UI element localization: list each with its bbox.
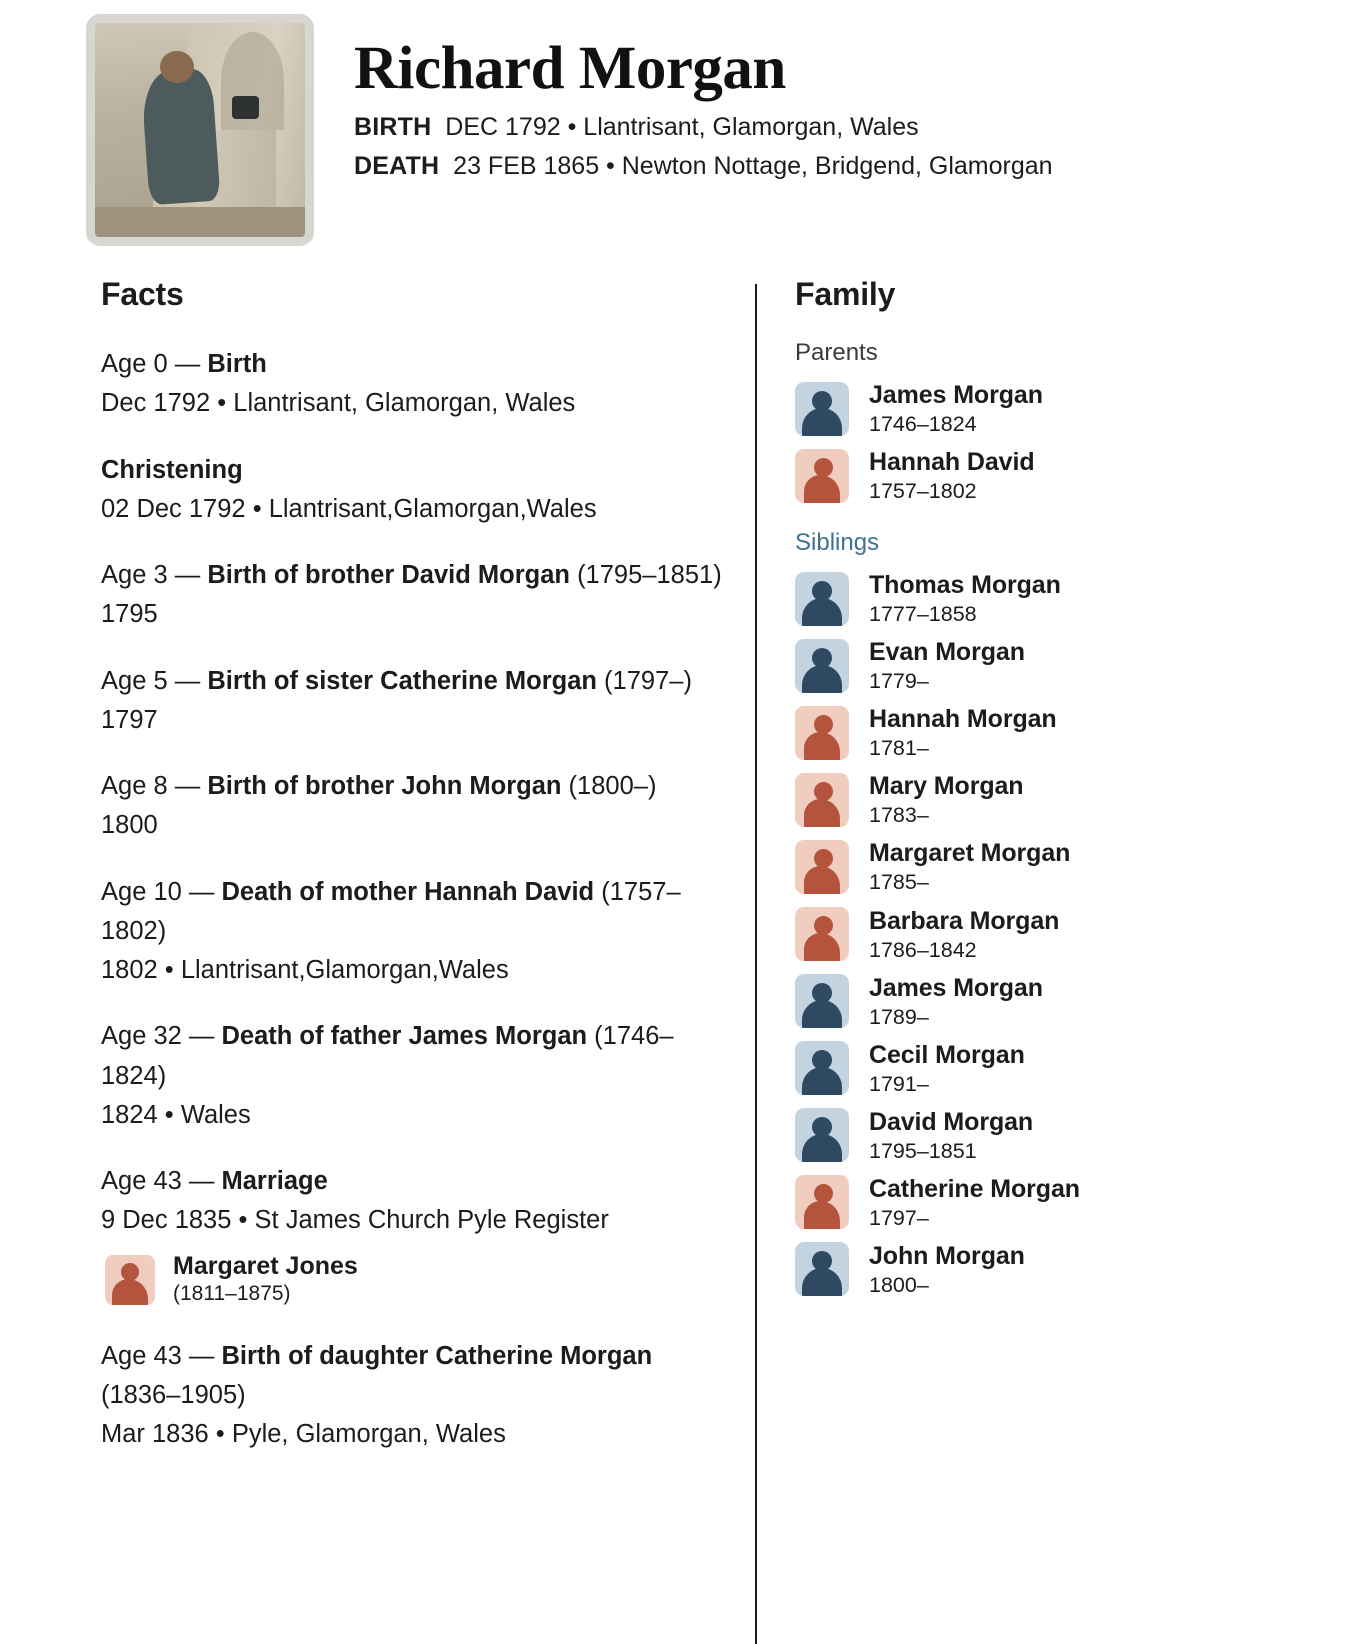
person-row[interactable] [795,1108,1339,1163]
person-row[interactable] [795,1175,1339,1230]
avatar-body-icon [802,1134,842,1162]
birth-line [354,108,1053,147]
portrait-figure-head [160,51,194,83]
fact-event-label[interactable]: Birth [207,350,267,378]
person-info [869,638,1025,693]
avatar-head-icon [814,782,833,801]
avatar [795,1242,849,1296]
birth-label: BIRTH [354,112,432,141]
person-info [869,448,1035,503]
person-name[interactable]: James Morgan [869,381,1043,409]
fact-item [101,451,725,529]
fact-event-label[interactable]: Death of mother Hannah David [221,877,595,906]
fact-item [101,662,725,740]
person-info [869,1242,1025,1297]
facts-column [0,276,755,1644]
person-dates: 1797– [869,1205,929,1230]
fact-age: Age 32 — [101,1022,222,1051]
avatar-body-icon [802,665,842,693]
spouse-dates: (1811–1875) [173,1282,291,1306]
fact-age: Age 8 — [101,772,208,801]
facts-list [101,345,725,1454]
spouse-name[interactable]: Margaret Jones [173,1251,358,1280]
fact-headline [101,1017,725,1096]
person-name[interactable]: Mary Morgan [869,772,1024,801]
fact-event-dates: (1746–1824) [101,1022,674,1090]
spouse-row[interactable] [101,1252,725,1309]
avatar-head-icon [814,849,833,868]
person-row[interactable] [795,772,1339,827]
avatar [795,1041,849,1095]
fact-detail: 1795 [101,600,158,629]
person-row[interactable] [795,974,1339,1029]
person-name[interactable]: Evan Morgan [869,638,1025,667]
fact-item [101,767,725,845]
avatar [795,449,849,503]
fact-event-dates: (1836–1905) [101,1381,246,1410]
fact-detail: 02 Dec 1792 • Llantrisant,Glamorgan,Wales [101,494,597,523]
person-info [869,1175,1080,1230]
person-info [869,571,1061,626]
avatar [105,1255,155,1305]
birth-value: DEC 1792 • Llantrisant, Glamorgan, Wales [445,112,919,141]
portrait-ground [95,207,305,237]
person-name[interactable]: Cecil Morgan [869,1040,1025,1069]
fact-headline [101,1162,725,1201]
person-row[interactable] [795,571,1339,626]
person-info [869,772,1023,827]
avatar [795,840,849,894]
fact-event-label[interactable]: Birth of daughter Catherine Morgan [221,1341,653,1370]
fact-event-label[interactable]: Birth of sister Catherine Morgan [207,666,597,695]
avatar [795,706,849,760]
fact-age: Age 0 — [101,350,208,378]
person-name[interactable]: Barbara Morgan [869,906,1060,935]
fact-headline [101,451,725,490]
avatar-body-icon [802,1268,842,1296]
fact-item [101,873,725,990]
facts-title: Facts [101,276,184,312]
person-dates: 1757–1802 [869,479,977,504]
person-info [869,907,1059,962]
person-dates: 1785– [869,870,929,895]
person-dates: 1746–1824 [869,412,977,436]
fact-item [101,556,725,634]
person-row[interactable] [795,1041,1339,1096]
fact-detail: Mar 1836 • Pyle, Glamorgan, Wales [101,1420,506,1449]
avatar [795,382,849,436]
profile-header [0,0,1359,246]
avatar-body-icon [802,1000,842,1028]
fact-headline [101,662,725,701]
person-info [869,839,1070,894]
fact-event-label[interactable]: Birth of brother John Morgan [207,772,562,801]
person-name[interactable]: Thomas Morgan [869,571,1061,600]
avatar-head-icon [814,458,833,477]
page-title: Richard Morgan [354,35,786,102]
fact-item [101,1017,725,1134]
fact-age: Age 43 — [101,1167,222,1196]
portrait-figure-body [141,68,221,205]
fact-age: Age 3 — [101,561,208,590]
header-text-block [314,14,1053,186]
fact-headline [101,767,725,806]
parents-list [795,381,1339,503]
death-line [354,147,1053,186]
fact-event-dates: (1795–1851) [569,561,722,590]
person-row[interactable] [795,705,1339,760]
person-name[interactable]: Hannah Morgan [869,705,1057,734]
fact-detail: 9 Dec 1835 • St James Church Pyle Register [101,1206,609,1235]
avatar [795,639,849,693]
person-name[interactable]: Hannah David [869,448,1035,477]
fact-item [101,345,725,423]
avatar [795,1108,849,1162]
portrait-image [95,23,305,237]
person-dates: 1786–1842 [869,937,977,962]
fact-detail: 1797 [101,705,158,734]
person-name[interactable]: Catherine Morgan [869,1174,1080,1203]
avatar-body-icon [112,1279,148,1305]
spouse-info [173,1252,358,1309]
person-name[interactable]: David Morgan [869,1107,1034,1136]
family-column [757,276,1359,1644]
avatar-body-icon [804,933,840,961]
avatar [795,1175,849,1229]
avatar [795,974,849,1028]
person-dates: 1777–1858 [869,602,977,627]
avatar [795,907,849,961]
person-info [869,974,1043,1029]
fact-event-dates: (1797–) [596,666,692,695]
person-dates: 1795–1851 [869,1138,977,1163]
person-dates: 1800– [869,1272,929,1297]
fact-detail: 1824 • Wales [101,1100,251,1129]
avatar-body-icon [804,475,840,503]
siblings-list [795,571,1339,1297]
person-info [869,1108,1033,1163]
fact-event-label[interactable]: Birth of brother David Morgan [207,561,570,590]
person-dates: 1779– [869,669,929,694]
siblings-label[interactable]: Siblings [795,529,880,557]
person-row[interactable] [795,839,1339,894]
person-info [869,381,1043,436]
portrait-object [232,96,259,120]
avatar-body-icon [802,598,842,626]
person-dates: 1783– [869,803,929,828]
fact-age: Age 43 — [101,1341,222,1370]
person-dates: 1791– [869,1071,929,1096]
avatar-body-icon [802,1067,842,1095]
fact-detail: 1800 [101,811,158,840]
person-name[interactable]: Margaret Morgan [869,839,1071,868]
fact-detail: Dec 1792 • Llantrisant, Glamorgan, Wales [101,389,576,418]
avatar-head-icon [814,715,833,734]
avatar-body-icon [804,866,840,894]
person-row[interactable] [795,907,1339,962]
fact-age: Age 10 — [101,877,222,906]
avatar-body-icon [804,732,840,760]
person-info [869,705,1057,760]
fact-headline [101,873,725,952]
fact-item [101,1162,725,1309]
fact-age: Age 5 — [101,666,208,695]
fact-event-dates: (1800–) [561,772,657,801]
fact-event-dates: (1757–1802) [101,877,681,945]
avatar-body-icon [802,408,842,436]
death-label: DEATH [354,151,440,180]
avatar-body-icon [804,1201,840,1229]
fact-event-label[interactable]: Christening [101,455,243,484]
fact-headline [101,556,725,595]
person-name[interactable]: James Morgan [869,973,1043,1002]
fact-event-label[interactable]: Death of father James Morgan [221,1022,588,1051]
fact-headline [101,1337,725,1416]
person-row[interactable] [795,381,1339,436]
avatar [795,773,849,827]
fact-item [101,1337,725,1454]
family-title: Family [795,276,896,312]
avatar [795,572,849,626]
avatar-body-icon [804,799,840,827]
person-name[interactable]: John Morgan [869,1241,1025,1270]
death-value: 23 FEB 1865 • Newton Nottage, Bridgend, Glamorgan [453,151,1053,180]
person-dates: 1781– [869,736,929,761]
fact-event-label[interactable]: Marriage [221,1167,328,1196]
person-info [869,1041,1025,1096]
person-dates: 1789– [869,1004,929,1029]
person-row[interactable] [795,638,1339,693]
portrait-thumbnail[interactable] [86,14,314,246]
content-columns [0,246,1359,1644]
fact-headline [101,345,725,384]
fact-detail: 1802 • Llantrisant,Glamorgan,Wales [101,956,509,985]
person-row[interactable] [795,1242,1339,1297]
person-row[interactable] [795,448,1339,503]
parents-label: Parents [795,339,878,366]
